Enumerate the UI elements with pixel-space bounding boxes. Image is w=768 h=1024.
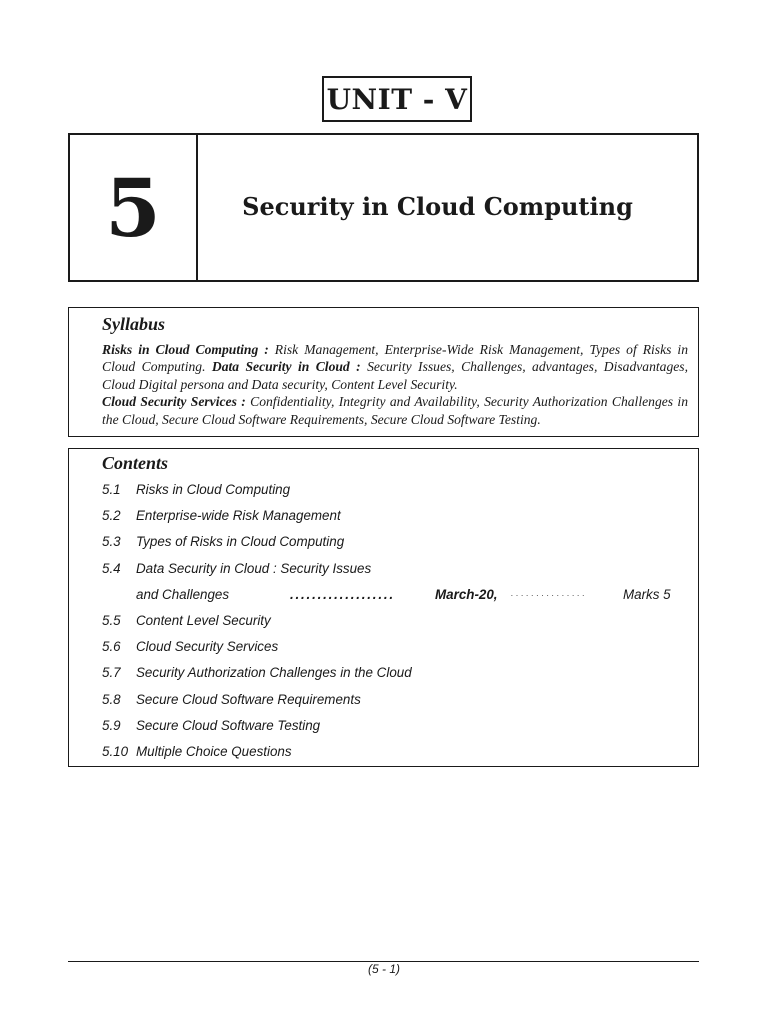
toc-item[interactable] <box>102 743 678 769</box>
toc-title: Content Level Security <box>136 612 271 628</box>
toc-title: Types of Risks in Cloud Computing <box>136 534 345 550</box>
toc-item-continuation[interactable] <box>102 586 678 612</box>
page-number: (5 - 1) <box>367 962 400 976</box>
toc-number: 5.6 <box>102 639 121 655</box>
syllabus-risks-label: Risks in Cloud Computing : <box>102 342 269 357</box>
toc-leader-dots: ............... <box>511 587 588 598</box>
toc-number: 5.2 <box>102 508 121 524</box>
chapter-title: Security in Cloud Computing <box>242 192 633 221</box>
toc-title: Enterprise-wide Risk Management <box>136 508 341 524</box>
chapter-number: 5 <box>70 135 198 280</box>
toc-marks: Marks 5 <box>623 586 671 602</box>
syllabus-heading: Syllabus <box>102 314 166 334</box>
toc-title: Secure Cloud Software Requirements <box>136 691 361 707</box>
toc-number: 5.5 <box>102 612 121 628</box>
toc-item[interactable] <box>102 612 678 638</box>
chapter-header <box>68 133 699 282</box>
toc-number: 5.3 <box>102 534 121 550</box>
syllabus-data-security-text: Security Issues, Challenges, advantages, Disadvantages, Cloud Digital persona and Data security, Content Level Security. <box>102 359 688 392</box>
toc-item[interactable] <box>102 533 678 559</box>
toc-item[interactable] <box>102 560 678 586</box>
toc-title: Multiple Choice Questions <box>136 743 292 759</box>
toc-number: 5.9 <box>102 717 121 733</box>
toc-title: Data Security in Cloud : Security Issues <box>136 560 372 576</box>
toc-title: Risks in Cloud Computing <box>136 482 291 497</box>
toc-number: 5.10 <box>102 743 129 759</box>
toc-title: Security Authorization Challenges in the Cloud <box>136 665 412 681</box>
toc-item[interactable] <box>102 638 678 664</box>
toc-leader-dots: ................... <box>290 586 395 602</box>
toc-item[interactable] <box>102 481 678 507</box>
toc-item[interactable] <box>102 664 678 690</box>
syllabus-services-label: Cloud Security Services : <box>102 394 246 410</box>
contents-list <box>102 481 678 769</box>
unit-label: UNIT - V <box>322 76 472 122</box>
syllabus-data-security-label: Data Security in Cloud : <box>211 359 361 375</box>
toc-title: and Challenges <box>136 586 230 602</box>
toc-item[interactable] <box>102 717 678 743</box>
contents-heading: Contents <box>102 453 169 473</box>
toc-exam-date: March-20, <box>435 586 498 602</box>
toc-number: 5.8 <box>102 691 121 707</box>
toc-number: 5.4 <box>102 560 121 576</box>
syllabus-text <box>102 341 688 428</box>
syllabus-risks-text: Risk Management, Enterprise-Wide Risk Management, Types of Risks in Cloud Computing. <box>102 342 688 375</box>
syllabus-services-text: Confidentiality, Integrity and Availability, Security Authorization Challenges in the Cloud, Secure Cloud Software Requirements, Secure Cloud Software Testing. <box>102 394 689 427</box>
toc-title: Secure Cloud Software Testing <box>136 717 321 733</box>
toc-item[interactable] <box>102 691 678 717</box>
toc-title: Cloud Security Services <box>136 639 279 655</box>
contents-box <box>68 448 699 767</box>
toc-number: 5.1 <box>102 482 121 497</box>
toc-number: 5.7 <box>102 665 121 681</box>
syllabus-box <box>68 307 699 437</box>
toc-item[interactable] <box>102 507 678 533</box>
